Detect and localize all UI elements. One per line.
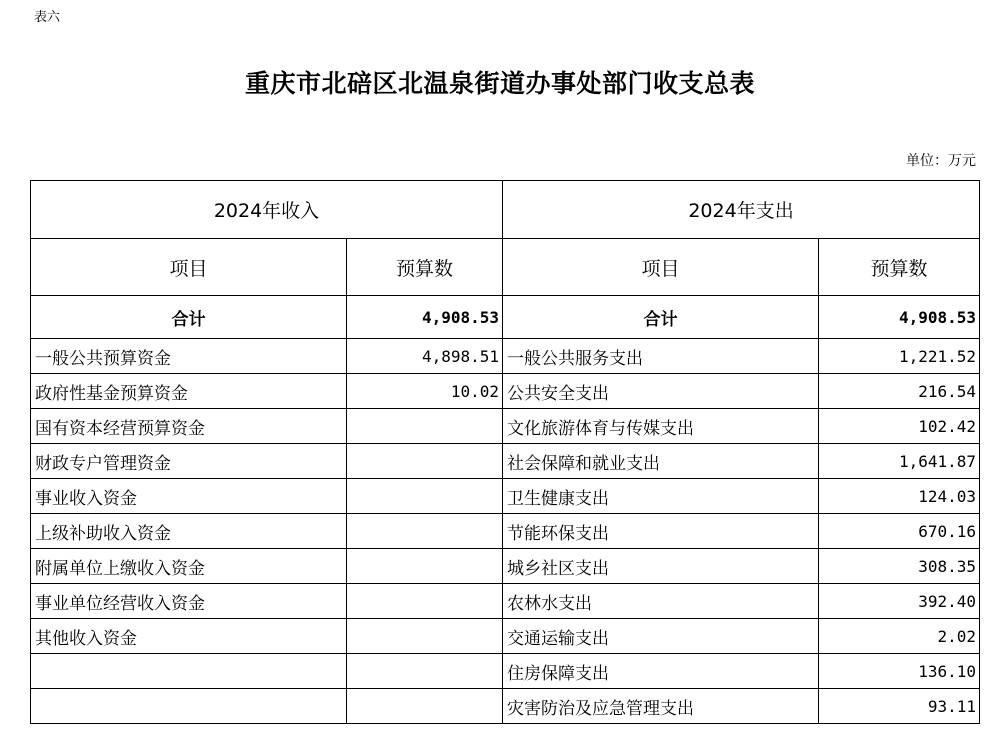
income-item-cell: 一般公共预算资金 (31, 339, 347, 374)
expense-item-cell: 城乡社区支出 (503, 549, 819, 584)
income-value-cell (347, 654, 503, 689)
income-item-cell (31, 654, 347, 689)
document-title: 重庆市北碚区北温泉街道办事处部门收支总表 (244, 69, 755, 98)
income-value-cell (347, 444, 503, 479)
expense-value-cell: 93.11 (819, 689, 980, 724)
income-total-label: 合计 (31, 296, 347, 339)
expense-value-cell: 136.10 (819, 654, 980, 689)
table-row (31, 374, 980, 409)
expense-item-cell: 住房保障支出 (503, 654, 819, 689)
income-value-cell (347, 409, 503, 444)
table-row (31, 339, 980, 374)
table-row (31, 444, 980, 479)
table-row (31, 514, 980, 549)
expense-value-cell: 308.35 (819, 549, 980, 584)
expense-item-cell: 交通运输支出 (503, 619, 819, 654)
income-item-cell: 附属单位上缴收入资金 (31, 549, 347, 584)
expense-value-cell: 102.42 (819, 409, 980, 444)
expense-value-cell: 1,221.52 (819, 339, 980, 374)
income-item-cell: 财政专户管理资金 (31, 444, 347, 479)
income-value-cell (347, 514, 503, 549)
total-row (31, 296, 980, 339)
income-item-cell: 事业收入资金 (31, 479, 347, 514)
table-row (31, 619, 980, 654)
expense-item-header: 项目 (503, 239, 819, 296)
table-row (31, 689, 980, 724)
expense-value-cell: 216.54 (819, 374, 980, 409)
expense-item-cell: 节能环保支出 (503, 514, 819, 549)
income-value-cell: 10.02 (347, 374, 503, 409)
income-value-cell (347, 584, 503, 619)
expense-item-cell: 社会保障和就业支出 (503, 444, 819, 479)
section-header-row (31, 181, 980, 239)
expense-item-cell: 卫生健康支出 (503, 479, 819, 514)
expense-budget-header: 预算数 (819, 239, 980, 296)
income-item-cell: 事业单位经营收入资金 (31, 584, 347, 619)
income-item-cell (31, 689, 347, 724)
expense-value-cell: 1,641.87 (819, 444, 980, 479)
expense-value-cell: 124.03 (819, 479, 980, 514)
column-header-row (31, 239, 980, 296)
income-value-cell: 4,898.51 (347, 339, 503, 374)
income-value-cell (347, 689, 503, 724)
table-row (31, 584, 980, 619)
income-item-cell: 政府性基金预算资金 (31, 374, 347, 409)
income-section-header: 2024年收入 (31, 181, 503, 239)
income-value-cell (347, 479, 503, 514)
table-row (31, 654, 980, 689)
expense-item-cell: 文化旅游体育与传媒支出 (503, 409, 819, 444)
income-value-cell (347, 619, 503, 654)
expense-value-cell: 392.40 (819, 584, 980, 619)
expense-item-cell: 公共安全支出 (503, 374, 819, 409)
income-total-value: 4,908.53 (347, 296, 503, 339)
income-item-cell: 上级补助收入资金 (31, 514, 347, 549)
income-value-cell (347, 549, 503, 584)
income-item-cell: 国有资本经营预算资金 (31, 409, 347, 444)
expense-item-cell: 灾害防治及应急管理支出 (503, 689, 819, 724)
income-item-cell: 其他收入资金 (31, 619, 347, 654)
table-row (31, 409, 980, 444)
expense-total-label: 合计 (503, 296, 819, 339)
expense-section-header: 2024年支出 (503, 181, 980, 239)
table-row (31, 479, 980, 514)
expense-value-cell: 2.02 (819, 619, 980, 654)
expense-item-cell: 一般公共服务支出 (503, 339, 819, 374)
expense-value-cell: 670.16 (819, 514, 980, 549)
table-number-label: 表六 (34, 10, 61, 25)
income-item-header: 项目 (31, 239, 347, 296)
expense-total-value: 4,908.53 (819, 296, 980, 339)
income-budget-header: 预算数 (347, 239, 503, 296)
expense-item-cell: 农林水支出 (503, 584, 819, 619)
unit-label: 单位：万元 (906, 153, 976, 169)
budget-summary-table (30, 180, 980, 724)
table-row (31, 549, 980, 584)
